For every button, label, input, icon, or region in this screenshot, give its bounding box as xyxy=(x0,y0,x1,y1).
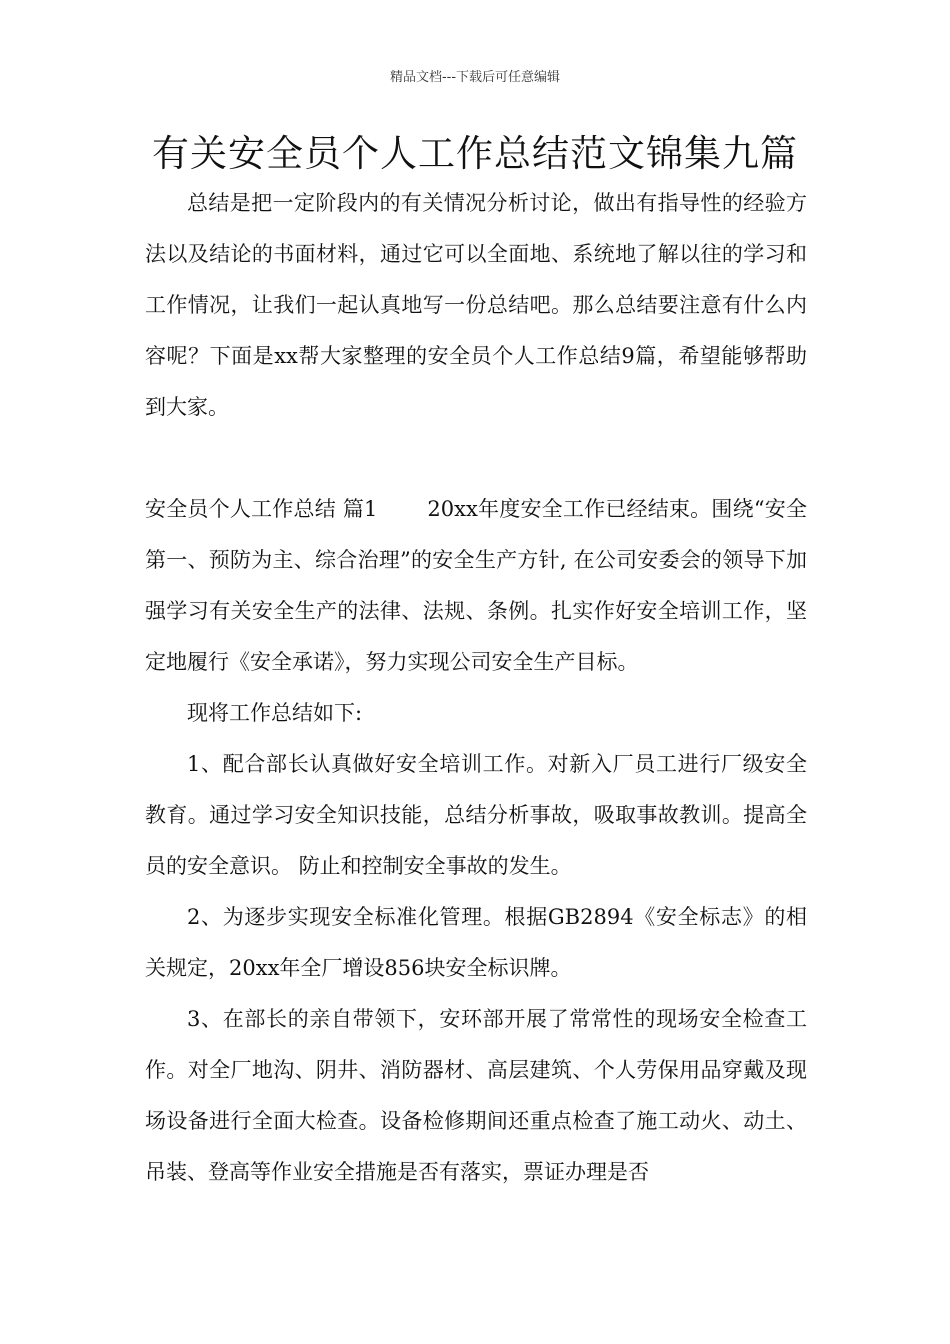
section1-heading: 安全员个人工作总结 篇1 xyxy=(145,497,378,521)
document-body xyxy=(145,178,807,1198)
list-item: 2、为逐步实现安全标准化管理。根据GB2894《安全标志》的相关规定，20xx年全厂增设856块安全标识牌。 xyxy=(145,905,807,980)
summary-intro: 现将工作总结如下: xyxy=(187,701,363,725)
header-note: 精品文档---下载后可任意编辑 xyxy=(389,70,561,85)
list-item: 3、在部长的亲自带领下，安环部开展了常常性的现场安全检查工作。对全厂地沟、阴井、消防器材、高层建筑、个人劳保用品穿戴及现场设备进行全面大检查。设备检修期间还重点检查了施工动火、动土、吊装、登高等作业安全措施是否有落实，票证办理是否 xyxy=(145,1007,807,1184)
section1-lead: 20xx年度安全工作已经结束。围绕“安全第一、预防为主、综合治理”的安全生产方针, 在公司安委会的领导下加强学习有关安全生产的法律、法规、条例。扎实作好安全培训工作，坚定地履行《安全承诺》，努力实现公司安全生产目标。 xyxy=(145,497,807,674)
list-item: 1、配合部长认真做好安全培训工作。对新入厂员工进行厂级安全教育。通过学习安全知识技能，总结分析事故，吸取事故教训。提高全员的安全意识。 防止和控制安全事故的发生。 xyxy=(145,752,807,878)
intro-paragraph: 总结是把一定阶段内的有关情况分析讨论，做出有指导性的经验方法以及结论的书面材料，通过它可以全面地、系统地了解以往的学习和工作情况，让我们一起认真地写一份总结吧。那么总结要注意有什么内容呢？下面是xx帮大家整理的安全员个人工作总结9篇，希望能够帮助到大家。 xyxy=(145,191,807,419)
document-title: 有关安全员个人工作总结范文锦集九篇 xyxy=(152,132,798,175)
section1-lead-paragraph xyxy=(145,484,807,688)
paragraph-spacer xyxy=(145,433,807,484)
